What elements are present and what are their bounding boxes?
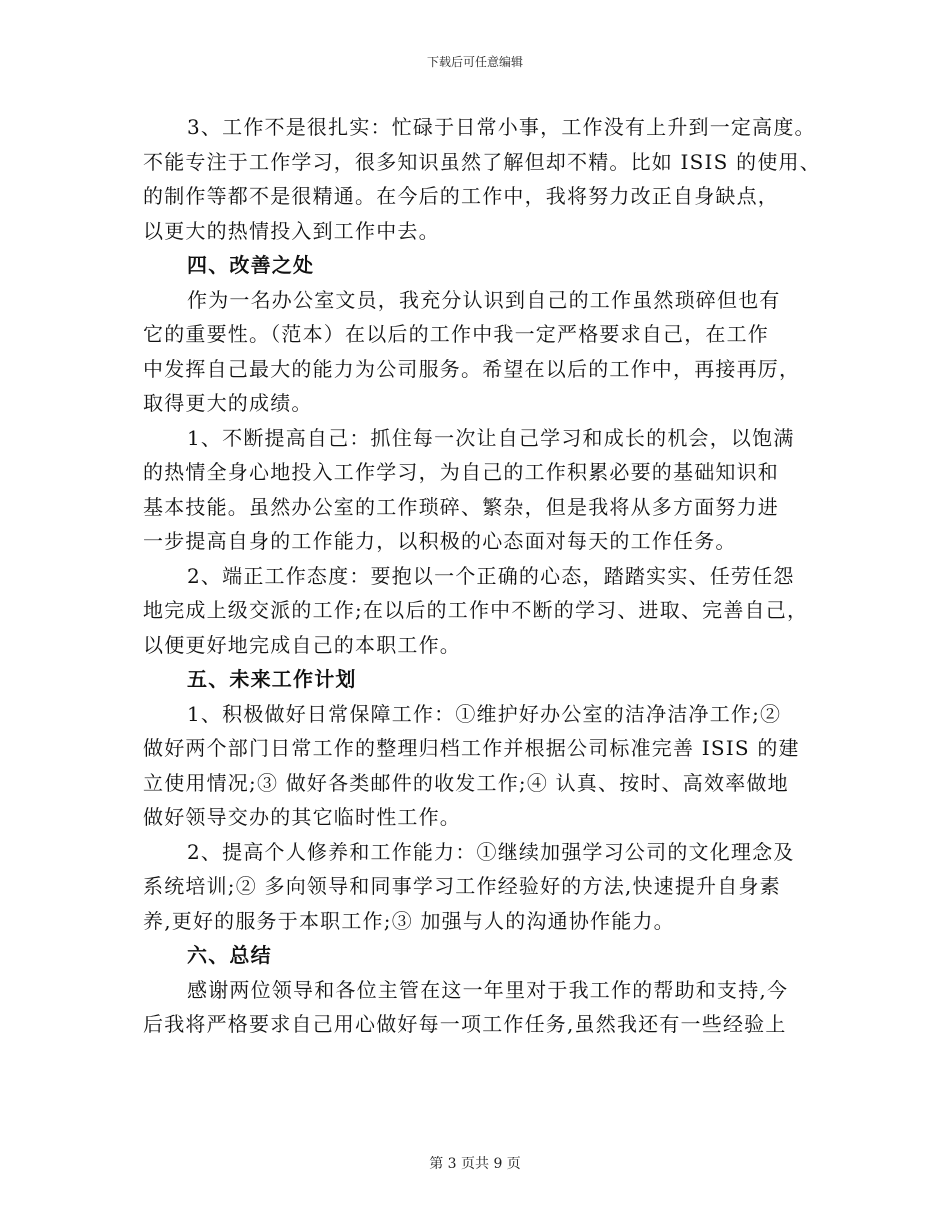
page-number: 第 3 页共 9 页 [429, 1156, 521, 1172]
paragraph-line: 一步提高自身的工作能力，以积极的心态面对每天的工作任务。 [143, 529, 737, 553]
paragraph-line: 它的重要性。（范本）在以后的工作中我一定严格要求自己，在工作 [143, 322, 769, 346]
paragraph-line: 养,更好的服务于本职工作;③ 加强与人的沟通协作能力。 [143, 908, 675, 933]
paragraph-line: 立使用情况;③ 做好各类邮件的收发工作;④ 认真、按时、高效率做地 [143, 770, 789, 795]
paragraph-line: 系统培训;② 多向领导和同事学习工作经验好的方法,快速提升自身素 [143, 874, 781, 898]
paragraph-line: 做好两个部门日常工作的整理归档工作并根据公司标准完善 ISIS 的建 [143, 736, 800, 760]
paragraph-line: 基本技能。虽然办公室的工作琐碎、繁杂，但是我将从多方面努力进 [143, 494, 779, 519]
paragraph-line: 做好领导交办的其它临时性工作。 [143, 805, 461, 829]
section-heading: 五、未来工作计划 [187, 667, 357, 691]
paragraph-line: 1、不断提高自己：抓住每一次让自己学习和成长的机会，以饱满 [187, 425, 795, 450]
paragraph-line: 感谢两位领导和各位主管在这一年里对于我工作的帮助和支持,今 [187, 977, 789, 1002]
paragraph-line: 地完成上级交派的工作;在以后的工作中不断的学习、进取、完善自己， [143, 598, 809, 622]
paragraph-line: 1、积极做好日常保障工作：①维护好办公室的洁净洁净工作;② [187, 701, 782, 726]
paragraph-line: 以更大的热情投入到工作中去。 [143, 218, 440, 243]
header-note: 下载后可任意编辑 [426, 55, 523, 69]
section-heading: 六、总结 [187, 943, 272, 967]
paragraph-line: 作为一名办公室文员，我充分认识到自己的工作虽然琐碎但也有 [187, 287, 781, 312]
paragraph-line: 取得更大的成绩。 [143, 391, 313, 415]
document-body [143, 110, 821, 1042]
paragraph-line: 不能专注于工作学习，很多知识虽然了解但却不精。比如 ISIS 的使用、 [143, 149, 821, 174]
paragraph-line: 的制作等都不是很精通。在今后的工作中，我将努力改正自身缺点， [143, 184, 779, 208]
paragraph-line: 后我将严格要求自己用心做好每一项工作任务,虽然我还有一些经验上 [143, 1012, 787, 1036]
paragraph-line: 3、工作不是很扎实：忙碌于日常小事，工作没有上升到一定高度。 [187, 115, 816, 139]
paragraph-line: 2、端正工作态度：要抱以一个正确的心态，踏踏实实、任劳任怨 [187, 563, 795, 588]
paragraph-line: 中发挥自己最大的能力为公司服务。希望在以后的工作中，再接再厉， [143, 356, 801, 381]
paragraph-line: 的热情全身心地投入工作学习，为自己的工作积累必要的基础知识和 [143, 460, 779, 484]
paragraph-line: 以便更好地完成自己的本职工作。 [143, 632, 461, 657]
paragraph-line: 2、提高个人修养和工作能力：①继续加强学习公司的文化理念及 [187, 839, 795, 864]
section-heading: 四、改善之处 [187, 253, 315, 277]
